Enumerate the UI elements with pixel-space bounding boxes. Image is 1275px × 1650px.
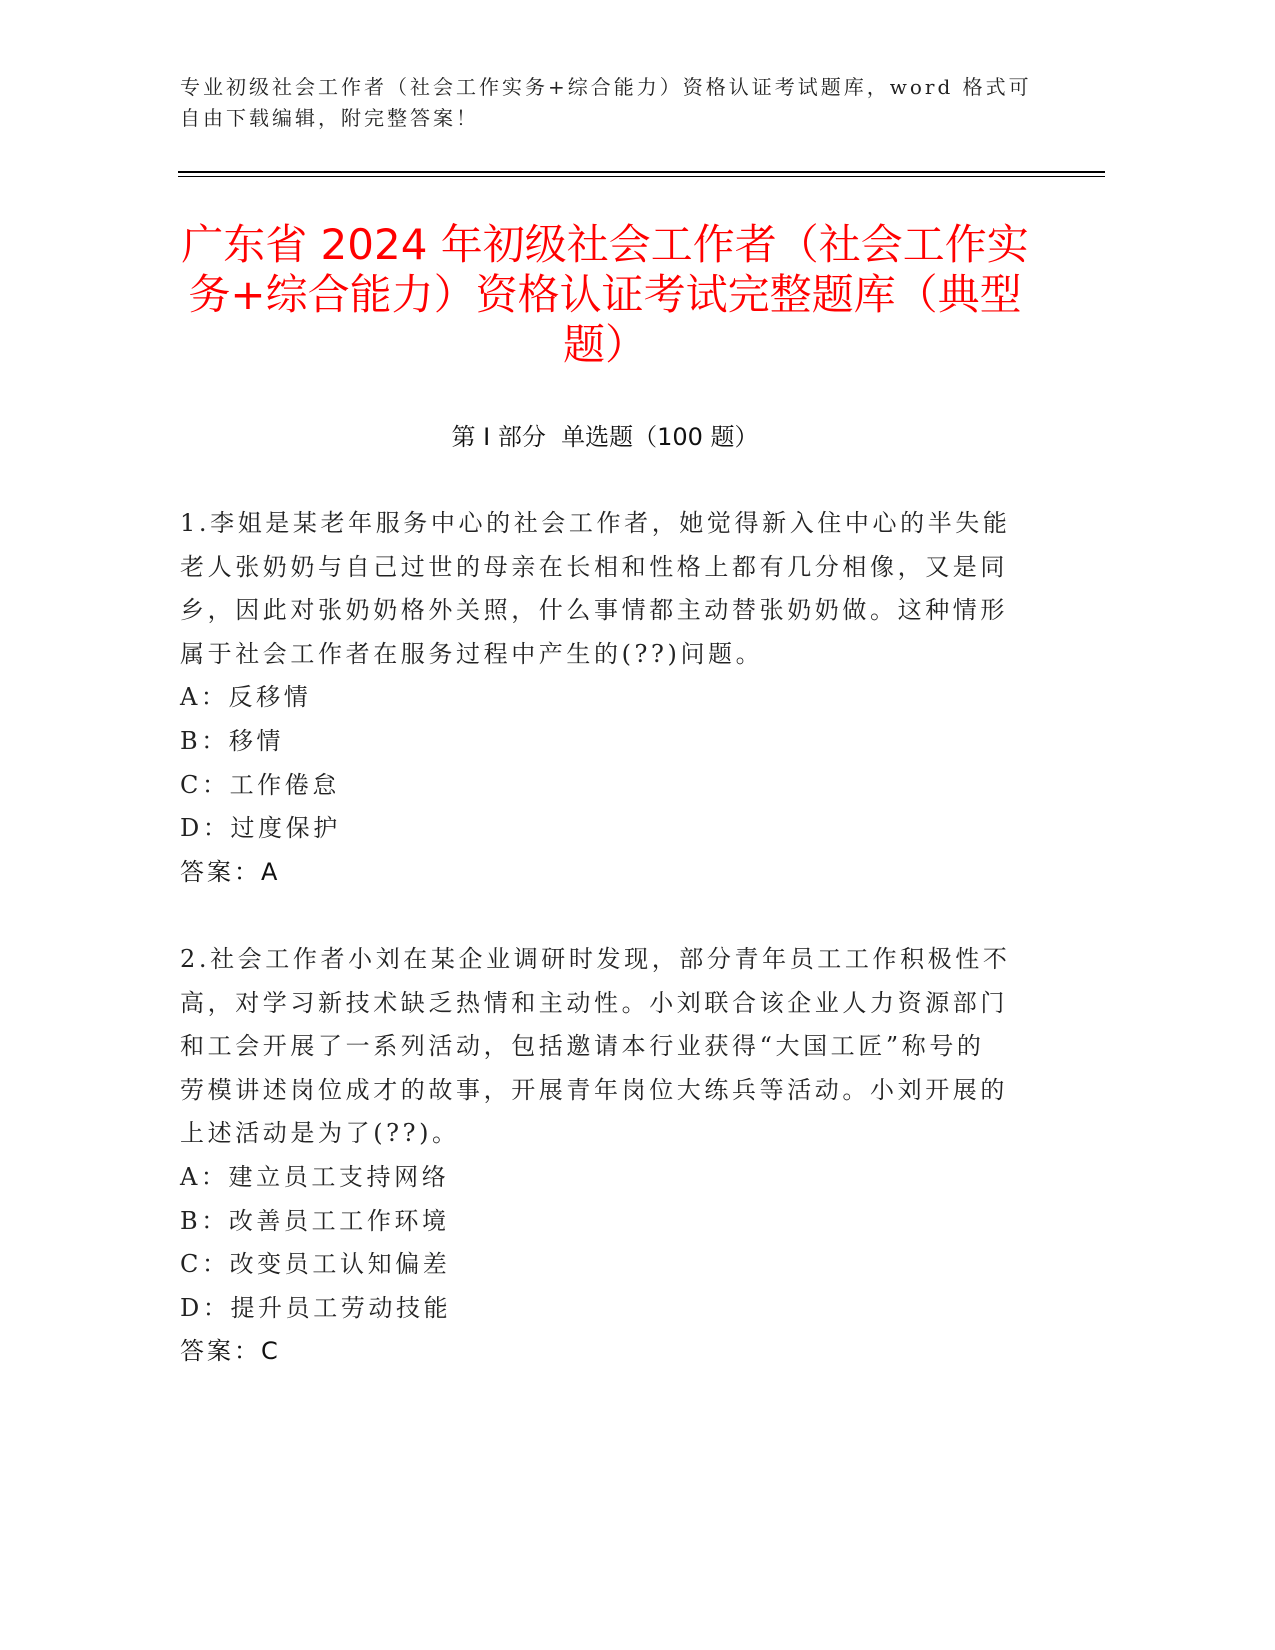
question-1 — [180, 502, 1060, 894]
question-text-line: 老人张奶奶与自己过世的母亲在长相和性格上都有几分相像，又是同 — [180, 552, 1008, 581]
document-title — [160, 220, 1050, 370]
question-text-line: 上述活动是为了(??)。 — [180, 1119, 460, 1148]
header-text-line: 自由下载编辑，附完整答案！ — [180, 106, 479, 130]
header-rule-thin — [178, 176, 1105, 177]
question-list — [180, 502, 1060, 1374]
question-text-line: 劳模讲述岗位成才的故事，开展青年岗位大练兵等活动。小刘开展的 — [180, 1075, 1008, 1104]
answer-line: 答案：A — [180, 857, 281, 886]
question-text-line: 高，对学习新技术缺乏热情和主动性。小刘联合该企业人力资源部门 — [180, 988, 1008, 1017]
title-line: 题） — [562, 320, 647, 369]
document-header — [180, 72, 1032, 134]
option-c: C：改变员工认知偏差 — [180, 1250, 451, 1279]
option-d: D：过度保护 — [180, 814, 341, 843]
section-heading: 第 I 部分 单选题（100 题） — [451, 423, 759, 451]
option-d: D：提升员工劳动技能 — [180, 1293, 452, 1322]
question-2 — [180, 938, 1060, 1374]
answer-line: 答案：C — [180, 1337, 281, 1366]
option-a: A：反移情 — [180, 683, 312, 712]
question-text-line: 属于社会工作者在服务过程中产生的(??)问题。 — [180, 639, 764, 668]
question-text-line: 乡，因此对张奶奶格外关照，什么事情都主动替张奶奶做。这种情形 — [180, 596, 1008, 625]
title-line: 务+综合能力）资格认证考试完整题库（典型 — [188, 270, 1022, 319]
option-a: A：建立员工支持网络 — [180, 1162, 450, 1191]
option-b: B：移情 — [180, 726, 285, 755]
header-rule-thick — [178, 171, 1105, 173]
option-b: B：改善员工工作环境 — [180, 1206, 450, 1235]
question-text-line: 2.社会工作者小刘在某企业调研时发现，部分青年员工工作积极性不 — [180, 944, 1011, 973]
question-text-line: 和工会开展了一系列活动，包括邀请本行业获得“大国工匠”称号的 — [180, 1032, 985, 1061]
option-c: C：工作倦怠 — [180, 770, 340, 799]
title-line: 广东省 2024 年初级社会工作者（社会工作实 — [181, 220, 1029, 269]
header-text-line: 专业初级社会工作者（社会工作实务+综合能力）资格认证考试题库，word 格式可 — [180, 75, 1032, 99]
question-text-line: 1.李姐是某老年服务中心的社会工作者，她觉得新入住中心的半失能 — [180, 509, 1011, 537]
